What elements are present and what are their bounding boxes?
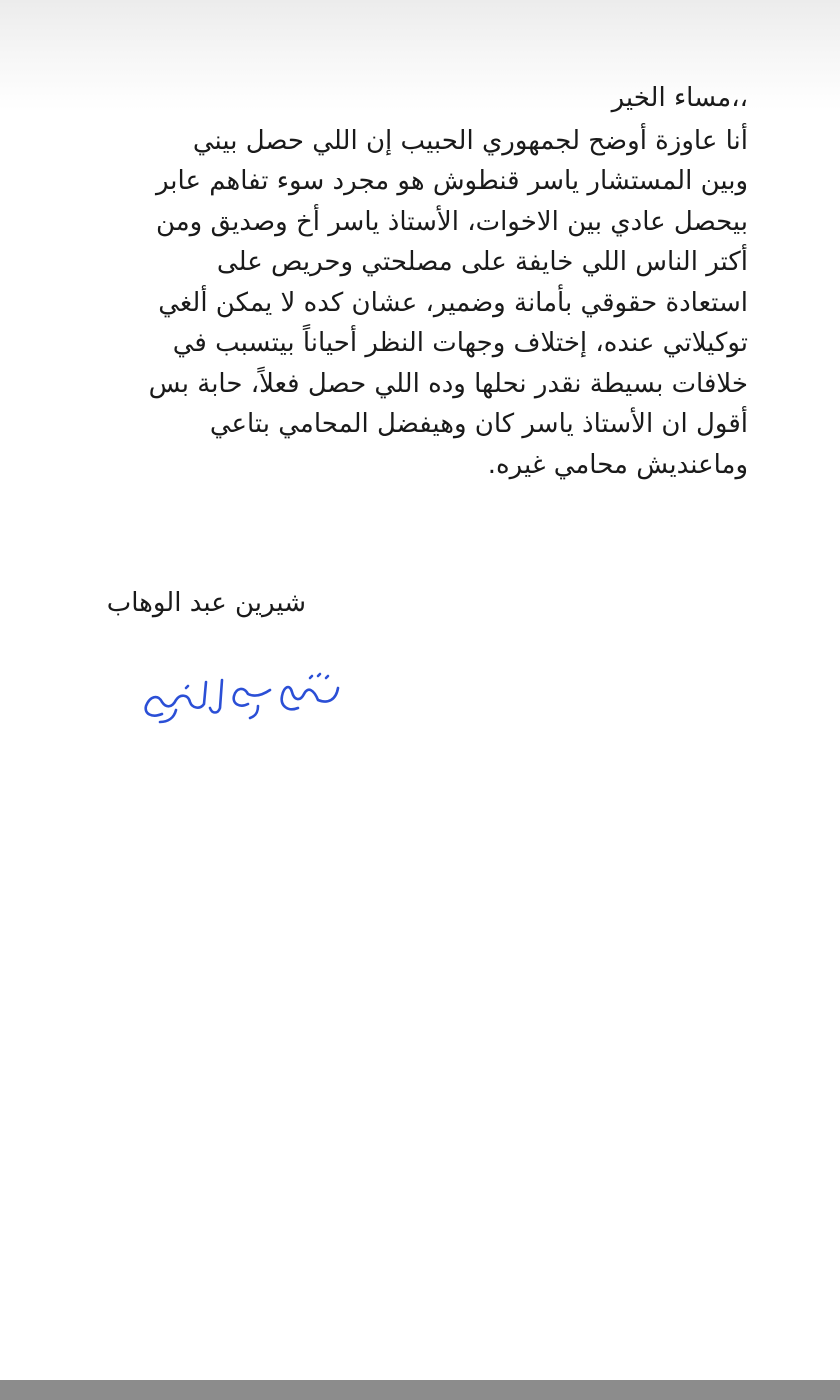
letter-body bbox=[96, 78, 748, 485]
letter-line: بيحصل عادي بين الاخوات، الأستاذ ياسر أخ وصديق ومن bbox=[155, 206, 748, 237]
letter-line: أقول ان الأستاذ ياسر كان وهيفضل المحامي بتاعي bbox=[209, 409, 748, 439]
letter-line: أنا عاوزة أوضح لجمهوري الحبيب إن اللي حصل بيني bbox=[192, 125, 748, 156]
signer-name: شيرين عبد الوهاب bbox=[106, 588, 306, 618]
letter-line: استعادة حقوقي بأمانة وضمير، عشان كده لا يمكن ألغي bbox=[158, 287, 748, 318]
signature-strokes bbox=[146, 674, 338, 722]
greeting: ،،مساء الخير bbox=[611, 83, 748, 113]
handwritten-signature bbox=[132, 660, 352, 730]
letter-line: وماعنديش محامي غيره. bbox=[487, 449, 748, 480]
letter-line: توكيلاتي عنده، إختلاف وجهات النظر أحياناً بيتسبب في bbox=[172, 328, 748, 358]
letter-line: خلافات بسيطة نقدر نحلها وده اللي حصل فعلاً، حابة بس bbox=[148, 368, 748, 399]
bottom-bar bbox=[0, 1380, 840, 1400]
letter-line: وبين المستشار ياسر قنطوش هو مجرد سوء تفاهم عابر bbox=[155, 166, 748, 196]
letter-line: أكتر الناس اللي خايفة على مصلحتي وحريص على bbox=[216, 247, 748, 277]
letter-paragraph bbox=[96, 121, 748, 486]
